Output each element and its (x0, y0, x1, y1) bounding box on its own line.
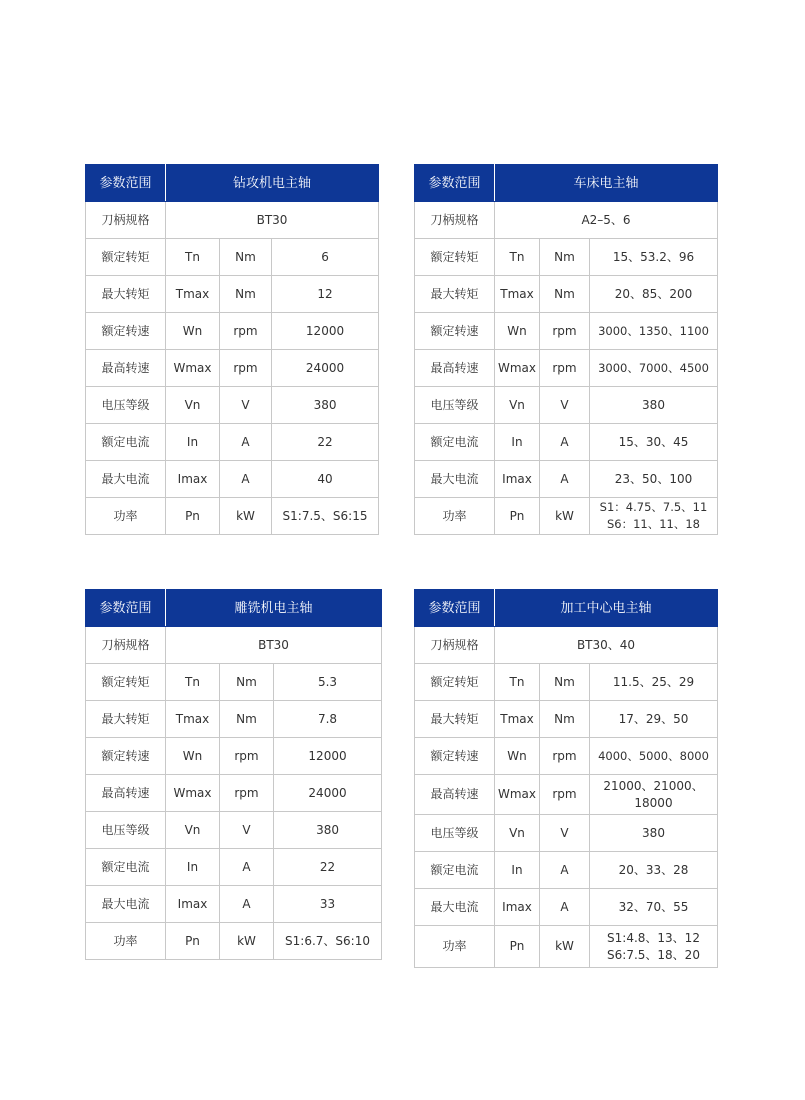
holder-value: A2–5、6 (495, 202, 718, 239)
param-symbol: Wmax (166, 775, 220, 812)
param-value: 33 (274, 886, 382, 923)
table-row (86, 461, 379, 498)
param-unit: rpm (540, 738, 590, 775)
param-name: 最大电流 (415, 461, 495, 498)
param-value: 380 (590, 387, 718, 424)
param-name: 额定转速 (86, 738, 166, 775)
param-value: 20、33、28 (590, 852, 718, 889)
param-range-header: 参数范围 (415, 590, 495, 627)
table-row (86, 701, 382, 738)
param-unit: V (220, 812, 274, 849)
param-unit: Nm (220, 664, 274, 701)
table-row (86, 424, 379, 461)
holder-label: 刀柄规格 (415, 202, 495, 239)
param-name: 额定电流 (86, 424, 166, 461)
param-unit: Nm (220, 276, 272, 313)
table-row (415, 664, 718, 701)
param-symbol: Wn (166, 313, 220, 350)
holder-label: 刀柄规格 (86, 627, 166, 664)
param-name: 功率 (415, 498, 495, 535)
param-unit: Nm (220, 239, 272, 276)
table-row (415, 852, 718, 889)
param-value: 12 (272, 276, 379, 313)
param-unit: A (220, 461, 272, 498)
param-name: 额定电流 (86, 849, 166, 886)
param-name: 最高转速 (415, 775, 495, 815)
param-name: 最高转速 (86, 350, 166, 387)
param-name: 电压等级 (86, 812, 166, 849)
spec-table-machining-center (414, 589, 718, 968)
table-row (86, 738, 382, 775)
holder-label: 刀柄规格 (415, 627, 495, 664)
param-unit: V (540, 815, 590, 852)
param-unit: kW (540, 926, 590, 968)
param-name: 最大电流 (415, 889, 495, 926)
param-symbol: Vn (495, 815, 540, 852)
param-name: 额定转矩 (415, 239, 495, 276)
table-row (415, 889, 718, 926)
param-value: 3000、1350、1100 (590, 313, 718, 350)
holder-row (415, 627, 718, 664)
param-value: 4000、5000、8000 (590, 738, 718, 775)
table-row (415, 738, 718, 775)
param-symbol: Pn (495, 926, 540, 968)
param-name: 最大转矩 (86, 701, 166, 738)
param-symbol: Tmax (495, 276, 540, 313)
param-value: 21000、21000、 18000 (590, 775, 718, 815)
table-row (415, 387, 718, 424)
param-unit: V (220, 387, 272, 424)
param-value: 15、53.2、96 (590, 239, 718, 276)
param-range-header: 参数范围 (415, 165, 495, 202)
param-symbol: In (166, 424, 220, 461)
param-name: 额定转矩 (86, 664, 166, 701)
table-row (86, 350, 379, 387)
table-row (86, 387, 379, 424)
table-row (415, 775, 718, 815)
param-symbol: Tn (166, 239, 220, 276)
param-unit: rpm (220, 313, 272, 350)
param-symbol: In (495, 424, 540, 461)
param-name: 功率 (86, 498, 166, 535)
param-name: 功率 (415, 926, 495, 968)
param-value: 7.8 (274, 701, 382, 738)
param-symbol: Wmax (166, 350, 220, 387)
param-value: S1:6.7、S6:10 (274, 923, 382, 960)
param-unit: A (540, 424, 590, 461)
param-unit: V (540, 387, 590, 424)
table-title: 钻攻机电主轴 (166, 165, 379, 202)
table-header-row (415, 590, 718, 627)
param-symbol: Imax (495, 889, 540, 926)
param-value: 3000、7000、4500 (590, 350, 718, 387)
param-value: 380 (272, 387, 379, 424)
param-symbol: Tmax (495, 701, 540, 738)
table-row (415, 424, 718, 461)
param-value: 22 (272, 424, 379, 461)
table-title: 车床电主轴 (495, 165, 718, 202)
table-title: 加工中心电主轴 (495, 590, 718, 627)
param-value: 15、30、45 (590, 424, 718, 461)
param-unit: A (220, 886, 274, 923)
table-row (415, 276, 718, 313)
param-value: 5.3 (274, 664, 382, 701)
param-value: 20、85、200 (590, 276, 718, 313)
param-unit: Nm (540, 239, 590, 276)
table-row (415, 461, 718, 498)
table-row (86, 849, 382, 886)
table-row (415, 239, 718, 276)
param-name: 额定转矩 (415, 664, 495, 701)
param-symbol: Wn (166, 738, 220, 775)
param-unit: rpm (220, 775, 274, 812)
param-value: 6 (272, 239, 379, 276)
param-name: 最大转矩 (415, 701, 495, 738)
table-row (86, 498, 379, 535)
param-unit: rpm (540, 350, 590, 387)
table-row (86, 664, 382, 701)
param-name: 电压等级 (415, 387, 495, 424)
param-name: 最大电流 (86, 886, 166, 923)
param-name: 最高转速 (415, 350, 495, 387)
param-name: 额定转速 (415, 738, 495, 775)
table-row (415, 701, 718, 738)
table-row (415, 313, 718, 350)
param-symbol: Wmax (495, 775, 540, 815)
param-unit: kW (220, 498, 272, 535)
param-value: 40 (272, 461, 379, 498)
table-row (86, 923, 382, 960)
holder-value: BT30、40 (495, 627, 718, 664)
param-value: 380 (274, 812, 382, 849)
param-name: 额定转速 (86, 313, 166, 350)
spec-table-drilling-tapping (85, 164, 379, 535)
param-unit: kW (220, 923, 274, 960)
param-symbol: Wmax (495, 350, 540, 387)
param-unit: A (540, 889, 590, 926)
holder-row (415, 202, 718, 239)
param-name: 最大电流 (86, 461, 166, 498)
table-row (415, 926, 718, 968)
param-value: 23、50、100 (590, 461, 718, 498)
param-symbol: Imax (495, 461, 540, 498)
param-value: S1：4.75、7.5、11 S6：11、11、18 (590, 498, 718, 535)
param-unit: A (540, 461, 590, 498)
table-row (86, 239, 379, 276)
param-value: 24000 (274, 775, 382, 812)
table-row (86, 886, 382, 923)
param-name: 额定电流 (415, 424, 495, 461)
param-value: 380 (590, 815, 718, 852)
param-symbol: In (166, 849, 220, 886)
param-value: 17、29、50 (590, 701, 718, 738)
param-unit: Nm (540, 664, 590, 701)
param-name: 额定转矩 (86, 239, 166, 276)
param-unit: rpm (540, 775, 590, 815)
table-header-row (86, 165, 379, 202)
param-symbol: Pn (166, 923, 220, 960)
param-symbol: Tn (495, 664, 540, 701)
table-title: 雕铣机电主轴 (166, 590, 382, 627)
param-value: S1:4.8、13、12 S6:7.5、18、20 (590, 926, 718, 968)
param-value: S1:7.5、S6:15 (272, 498, 379, 535)
spec-table-engraving-milling (85, 589, 382, 960)
param-name: 最大转矩 (86, 276, 166, 313)
param-unit: rpm (220, 350, 272, 387)
table-header-row (415, 165, 718, 202)
param-name: 最大转矩 (415, 276, 495, 313)
param-symbol: Wn (495, 313, 540, 350)
param-unit: A (540, 852, 590, 889)
table-row (415, 815, 718, 852)
table-header-row (86, 590, 382, 627)
param-symbol: In (495, 852, 540, 889)
table-row (86, 313, 379, 350)
param-range-header: 参数范围 (86, 165, 166, 202)
param-name: 功率 (86, 923, 166, 960)
holder-row (86, 627, 382, 664)
param-symbol: Imax (166, 461, 220, 498)
param-symbol: Pn (166, 498, 220, 535)
param-name: 最高转速 (86, 775, 166, 812)
param-unit: kW (540, 498, 590, 535)
param-symbol: Tmax (166, 701, 220, 738)
param-symbol: Vn (166, 812, 220, 849)
param-value: 12000 (274, 738, 382, 775)
param-name: 额定电流 (415, 852, 495, 889)
param-symbol: Tn (166, 664, 220, 701)
holder-value: BT30 (166, 202, 379, 239)
param-symbol: Vn (495, 387, 540, 424)
param-value: 24000 (272, 350, 379, 387)
param-symbol: Tmax (166, 276, 220, 313)
table-row (86, 775, 382, 812)
param-symbol: Pn (495, 498, 540, 535)
param-value: 12000 (272, 313, 379, 350)
param-unit: rpm (220, 738, 274, 775)
param-unit: rpm (540, 313, 590, 350)
param-range-header: 参数范围 (86, 590, 166, 627)
holder-row (86, 202, 379, 239)
table-row (415, 350, 718, 387)
param-symbol: Imax (166, 886, 220, 923)
param-name: 额定转速 (415, 313, 495, 350)
spec-table-lathe (414, 164, 718, 535)
table-row (86, 276, 379, 313)
param-value: 11.5、25、29 (590, 664, 718, 701)
param-value: 32、70、55 (590, 889, 718, 926)
param-value: 22 (274, 849, 382, 886)
table-row (86, 812, 382, 849)
param-symbol: Tn (495, 239, 540, 276)
holder-value: BT30 (166, 627, 382, 664)
param-name: 电压等级 (86, 387, 166, 424)
param-symbol: Wn (495, 738, 540, 775)
param-unit: Nm (540, 276, 590, 313)
param-unit: Nm (540, 701, 590, 738)
holder-label: 刀柄规格 (86, 202, 166, 239)
param-unit: Nm (220, 701, 274, 738)
table-row (415, 498, 718, 535)
param-symbol: Vn (166, 387, 220, 424)
param-unit: A (220, 849, 274, 886)
param-unit: A (220, 424, 272, 461)
param-name: 电压等级 (415, 815, 495, 852)
